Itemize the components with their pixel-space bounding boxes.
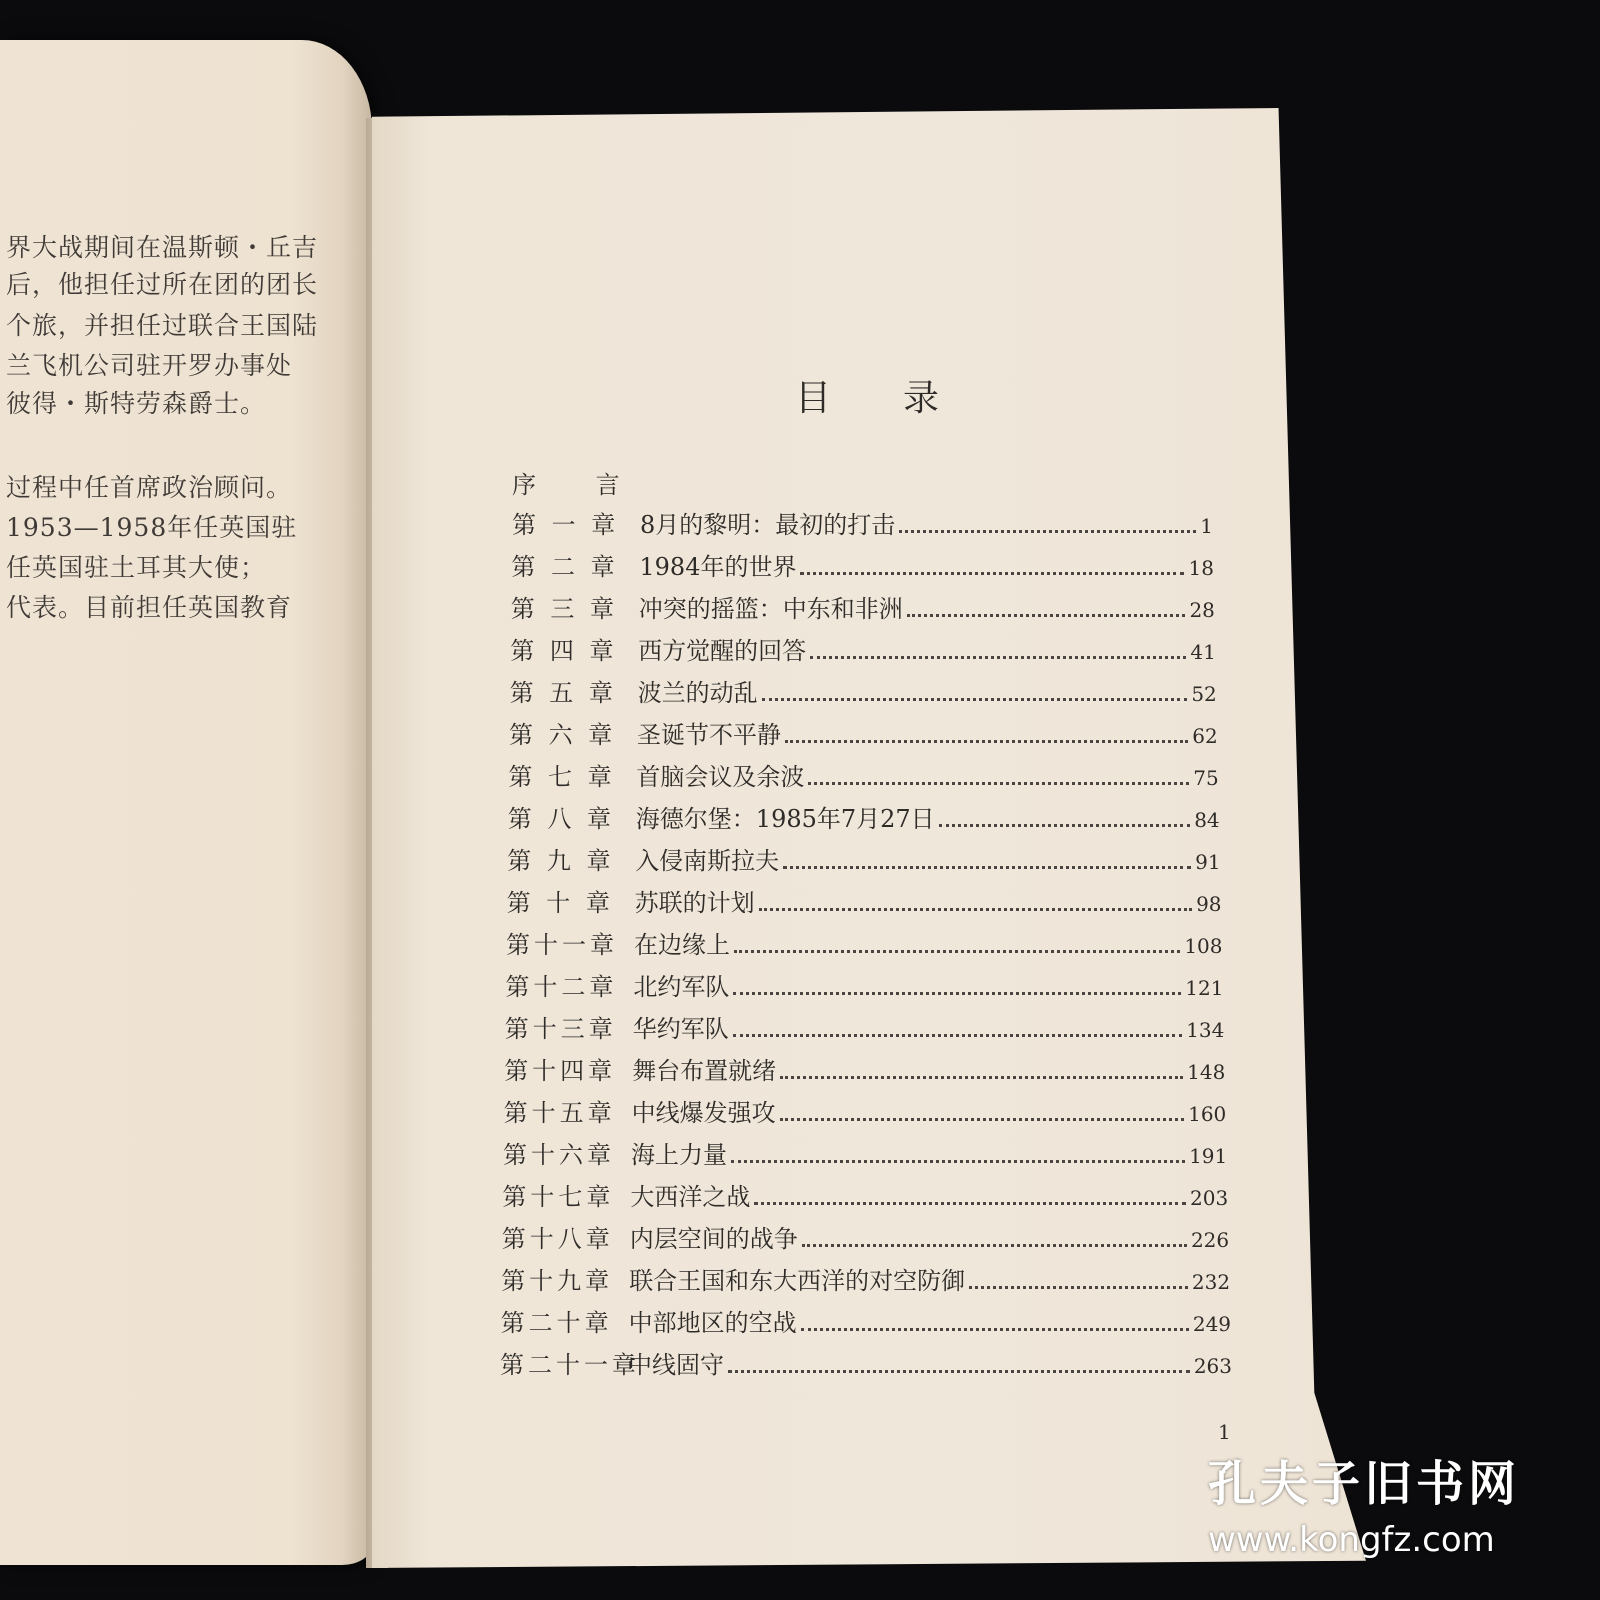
dot-leader <box>783 866 1191 869</box>
toc-entry <box>501 1303 1231 1335</box>
toc-title-text: 联合王国和东大西洋的对空防御 <box>629 1267 966 1295</box>
dot-leader <box>759 908 1192 911</box>
dot-leader <box>969 1286 1188 1289</box>
toc-chapter: 第十三章 <box>504 1015 617 1043</box>
toc-page: 98 <box>1196 892 1222 916</box>
toc-entry <box>508 757 1218 789</box>
toc-chapter: 第 七 章 <box>508 763 616 791</box>
left-text-line: 个旅，并担任过联合王国陆 <box>6 311 319 340</box>
toc-entry <box>501 1261 1230 1293</box>
toc-page: 263 <box>1193 1354 1232 1378</box>
toc-chapter: 第 十 章 <box>506 889 614 917</box>
toc-entry <box>503 1135 1227 1167</box>
left-text-line: 界大战期间在温斯顿・丘吉 <box>6 233 319 262</box>
toc-chapter: 第 九 章 <box>507 847 615 875</box>
toc-entry <box>502 1219 1229 1251</box>
toc-title-text: 首脑会议及余波 <box>636 763 805 791</box>
toc-title-text: 海德尔堡：1985年7月27日 <box>635 805 935 833</box>
toc-chapter: 第 二 章 <box>511 553 619 581</box>
toc-chapter: 第十九章 <box>501 1267 614 1295</box>
toc-entry <box>510 673 1217 705</box>
dot-leader <box>780 1076 1183 1079</box>
toc-entry <box>507 883 1222 915</box>
dot-leader <box>780 1118 1185 1121</box>
toc-page: 148 <box>1187 1060 1226 1084</box>
toc-title-text: 大西洋之战 <box>630 1183 751 1211</box>
toc-entry <box>506 925 1223 957</box>
toc-preface <box>512 465 1212 497</box>
dot-leader <box>733 992 1181 995</box>
toc-page: 1 <box>1200 514 1213 538</box>
toc-page: 91 <box>1195 850 1221 874</box>
left-text-line: 过程中任首席政治顾问。 <box>6 473 293 502</box>
toc-chapter: 第 六 章 <box>509 721 617 749</box>
left-text-line: 1953—1958年任英国驻 <box>6 513 298 542</box>
toc-entry <box>511 589 1215 621</box>
toc-title-text: 北约军队 <box>633 973 730 1001</box>
toc-chapter: 第二十一章 <box>500 1351 640 1379</box>
toc-title-text: 中线固守 <box>628 1351 724 1379</box>
dot-leader <box>808 782 1189 785</box>
dot-leader <box>785 740 1188 743</box>
toc-title-text: 圣诞节不平静 <box>637 721 781 749</box>
toc-title-text: 舞台布置就绪 <box>632 1057 777 1085</box>
toc-title-text: 冲突的摇篮：中东和非洲 <box>638 595 903 623</box>
toc-entry <box>504 1051 1225 1083</box>
dot-leader <box>810 656 1186 659</box>
toc-page: 75 <box>1193 766 1219 790</box>
toc-chapter: 第十四章 <box>504 1057 617 1085</box>
toc-page: 160 <box>1188 1102 1227 1126</box>
toc-page: 134 <box>1186 1018 1225 1042</box>
toc-entry <box>508 799 1220 831</box>
toc-entry <box>504 1093 1227 1125</box>
toc-chapter: 第十六章 <box>503 1141 615 1169</box>
toc-chapter: 第 三 章 <box>510 595 619 623</box>
left-text-line: 后，他担任过所在团的团长 <box>6 270 319 299</box>
toc-chapter: 第十二章 <box>505 973 618 1001</box>
toc-title-text: 中线爆发强攻 <box>631 1099 776 1127</box>
toc-page: 121 <box>1185 976 1224 1000</box>
toc-entry <box>505 967 1223 999</box>
left-page <box>0 40 372 1565</box>
watermark-brand: 孔夫子旧书网 <box>1208 1456 1521 1512</box>
left-text-line: 彼得・斯特劳森爵士。 <box>6 389 267 418</box>
toc-title-text: 海上力量 <box>631 1141 727 1169</box>
dot-leader <box>728 1370 1190 1373</box>
toc-chapter: 第十七章 <box>502 1183 615 1211</box>
dot-leader <box>801 1328 1189 1331</box>
toc-entry <box>505 1009 1225 1041</box>
toc-entry <box>502 1177 1228 1209</box>
toc-entry <box>509 715 1218 747</box>
toc-title-text: 西方觉醒的回答 <box>638 637 807 665</box>
toc-page: 191 <box>1189 1144 1228 1168</box>
toc-title-text: 波兰的动乱 <box>637 679 758 707</box>
toc-title-text: 1984年的世界 <box>639 553 797 581</box>
toc-title-text: 苏联的计划 <box>634 889 755 917</box>
toc-chapter: 第十八章 <box>501 1225 614 1253</box>
toc-page: 203 <box>1190 1186 1229 1210</box>
toc-title: 目录 <box>795 378 1012 419</box>
toc-entry <box>510 631 1216 663</box>
toc-chapter: 第十五章 <box>503 1099 616 1127</box>
toc-chapter: 第十一章 <box>506 931 618 959</box>
toc-page: 232 <box>1191 1270 1231 1294</box>
toc-page: 52 <box>1191 682 1217 706</box>
toc-entry <box>511 547 1214 579</box>
toc-title-text: 在边缘上 <box>634 931 730 959</box>
dot-leader <box>907 614 1186 617</box>
toc-page: 108 <box>1184 934 1223 958</box>
page-number: 1 <box>1218 1420 1231 1444</box>
watermark <box>1208 1445 1568 1565</box>
dot-leader <box>762 698 1188 701</box>
dot-leader <box>899 530 1196 533</box>
toc-page: 41 <box>1190 640 1216 664</box>
toc-entry <box>507 841 1220 873</box>
toc-chapter: 第二十章 <box>500 1309 613 1337</box>
dot-leader <box>939 824 1191 827</box>
watermark-url: www.kongfz.com <box>1208 1520 1495 1560</box>
toc-entry <box>512 505 1213 537</box>
dot-leader <box>734 950 1180 953</box>
toc-page: 62 <box>1192 724 1218 748</box>
dot-leader <box>733 1034 1182 1037</box>
toc-page: 249 <box>1192 1312 1232 1336</box>
left-text-line: 代表。目前担任英国教育 <box>6 593 293 622</box>
toc-title-text: 内层空间的战争 <box>629 1225 798 1253</box>
toc-chapter: 第 四 章 <box>510 637 618 665</box>
toc-title-text: 华约军队 <box>632 1015 729 1043</box>
toc-title-text: 中部地区的空战 <box>628 1309 797 1337</box>
dot-leader <box>754 1202 1186 1205</box>
dot-leader <box>802 1244 1187 1247</box>
dot-leader <box>800 572 1184 575</box>
toc-chapter: 第 一 章 <box>512 511 620 539</box>
toc-page: 84 <box>1194 808 1220 832</box>
left-text-line: 任英国驻土耳其大使； <box>6 553 267 582</box>
toc-chapter: 第 八 章 <box>507 805 616 833</box>
toc-title-text: 入侵南斯拉夫 <box>635 847 780 875</box>
toc-page: 18 <box>1188 556 1214 580</box>
left-text-line: 兰飞机公司驻开罗办事处 <box>6 351 293 380</box>
toc-entry <box>500 1345 1232 1377</box>
toc-page: 28 <box>1189 598 1215 622</box>
toc-page: 226 <box>1190 1228 1230 1252</box>
preface-label: 序 言 <box>512 471 646 499</box>
toc-title-text: 8月的黎明：最初的打击 <box>640 511 896 539</box>
toc-chapter: 第 五 章 <box>509 679 617 707</box>
dot-leader <box>731 1160 1185 1163</box>
